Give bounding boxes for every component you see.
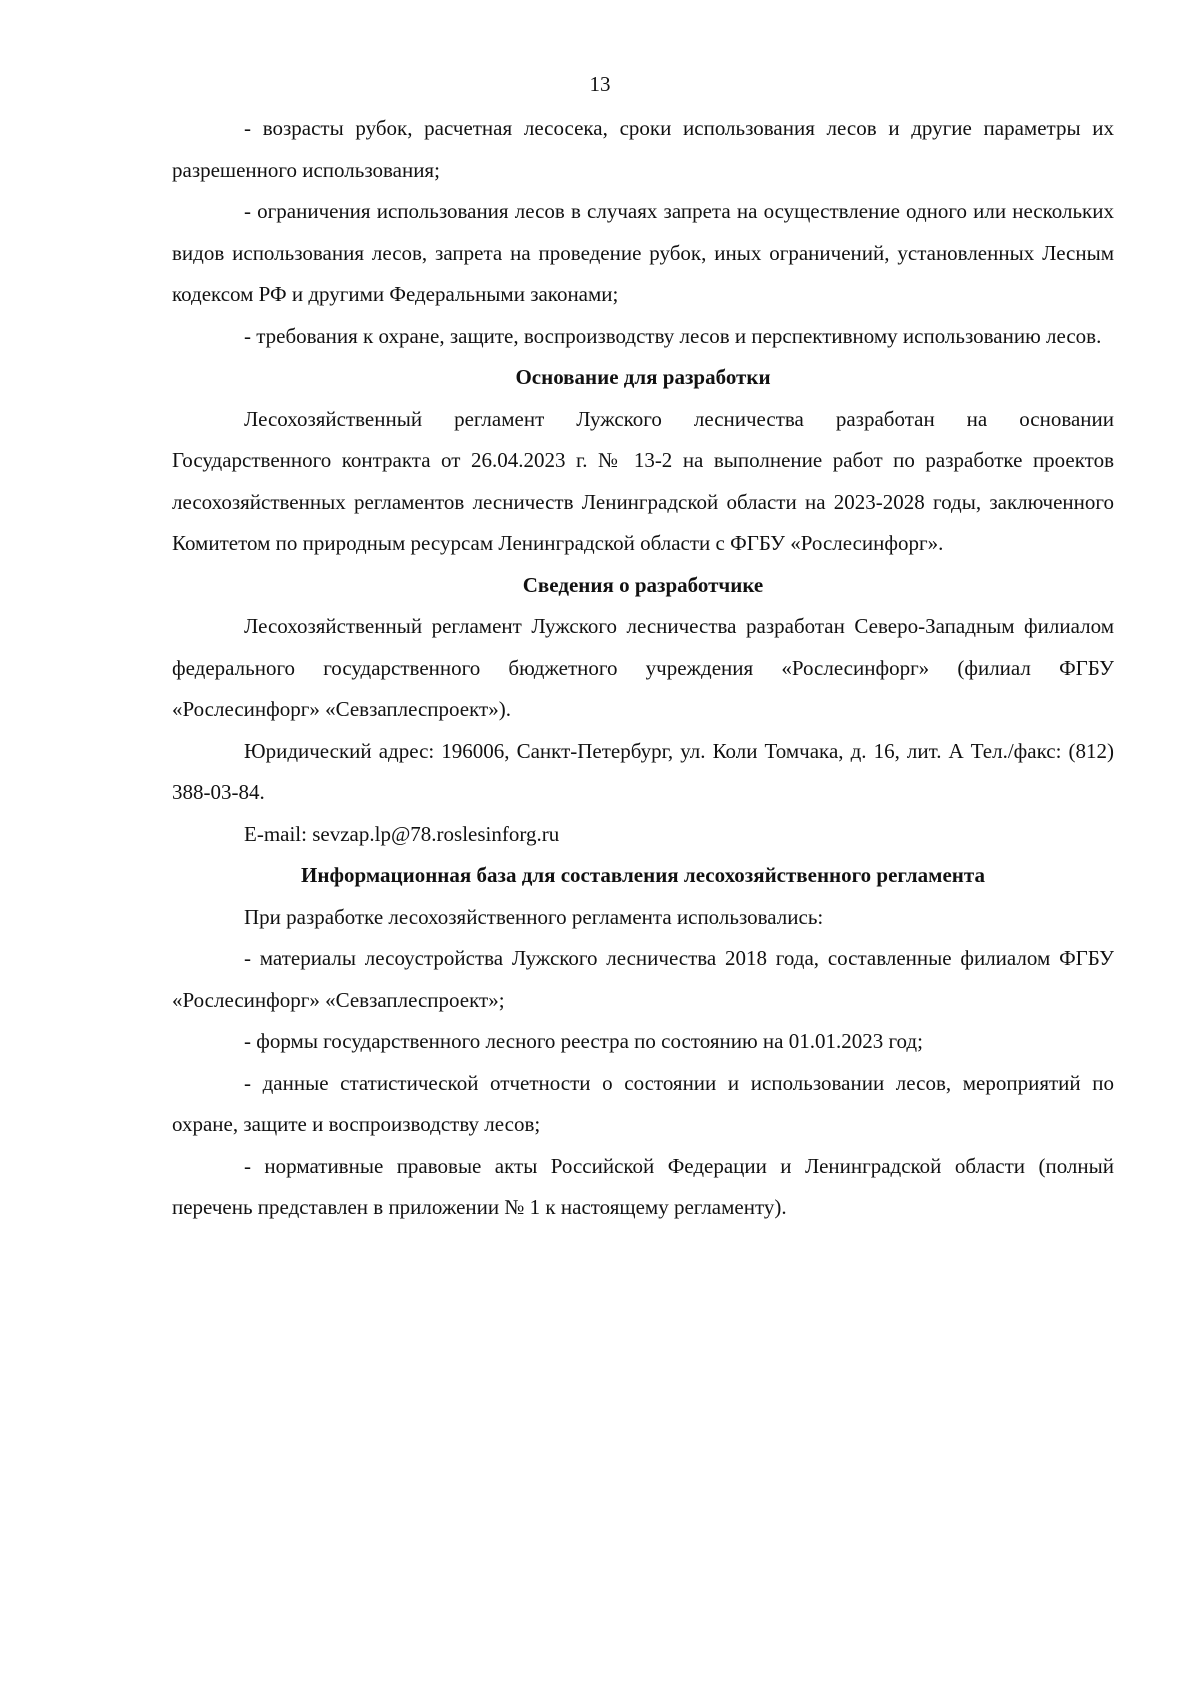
page-content (172, 108, 1114, 1229)
paragraph-basis: Лесохозяйственный регламент Лужского лесничества разработан на основании Государственного контракта от 26.04.2023 г. № 13-2 на выполнение работ по разработке проектов лесохозяйственных регламентов лесничеств Ленинградской области на 2023-2028 годы, заключенного Комитетом по природным ресурсам Ленинградской области с ФГБУ «Рослесинфорг». (172, 406, 1114, 555)
paragraph-protection-requirements: - требования к охране, защите, воспроизводству лесов и перспективному использованию лесов. (244, 323, 1102, 348)
list-item-forest-inventory: - материалы лесоустройства Лужского лесничества 2018 года, составленные филиалом ФГБУ «Рослесинфорг» «Севзаплеспроект»; (172, 946, 1114, 1012)
paragraph-info-intro: При разработке лесохозяйственного регламента использовались: (244, 904, 824, 929)
page-number: 13 (589, 72, 611, 96)
list-item-legal-acts: - нормативные правовые акты Российской Федерации и Ленинградской области (полный перечень представлен в приложении № 1 к настоящему регламенту). (172, 1153, 1114, 1219)
paragraph-restrictions: - ограничения использования лесов в случаях запрета на осуществление одного или нескольких видов использования лесов, запрета на проведение рубок, иных ограничений, установленных Лесным кодексом РФ и другими Федеральными законами; (172, 199, 1114, 306)
heading-developer: Сведения о разработчике (522, 572, 764, 597)
heading-info-base: Информационная база для составления лесохозяйственного регламента (301, 863, 985, 887)
paragraph-developer: Лесохозяйственный регламент Лужского лесничества разработан Северо-Западным филиалом федерального государственного бюджетного учреждения «Рослесинфорг» (филиал ФГБУ «Рослесинфорг» «Севзаплеспроект»). (172, 614, 1114, 721)
paragraph-address: Юридический адрес: 196006, Санкт-Петербург, ул. Коли Томчака, д. 16, лит. А Тел./факс: (812) 388-03-84. (172, 738, 1114, 804)
heading-basis: Основание для разработки (515, 365, 771, 389)
list-item-forest-registry: - формы государственного лесного реестра по состоянию на 01.01.2023 год; (244, 1029, 923, 1053)
list-item-statistics: - данные статистической отчетности о состоянии и использовании лесов, мероприятий по охране, защите и воспроизводству лесов; (172, 1070, 1114, 1136)
email-line: E-mail: sevzap.lp@78.roslesinforg.ru (244, 821, 560, 846)
paragraph-cutting-ages: - возрасты рубок, расчетная лесосека, сроки использования лесов и другие параметры их разрешенного использования; (172, 116, 1114, 182)
